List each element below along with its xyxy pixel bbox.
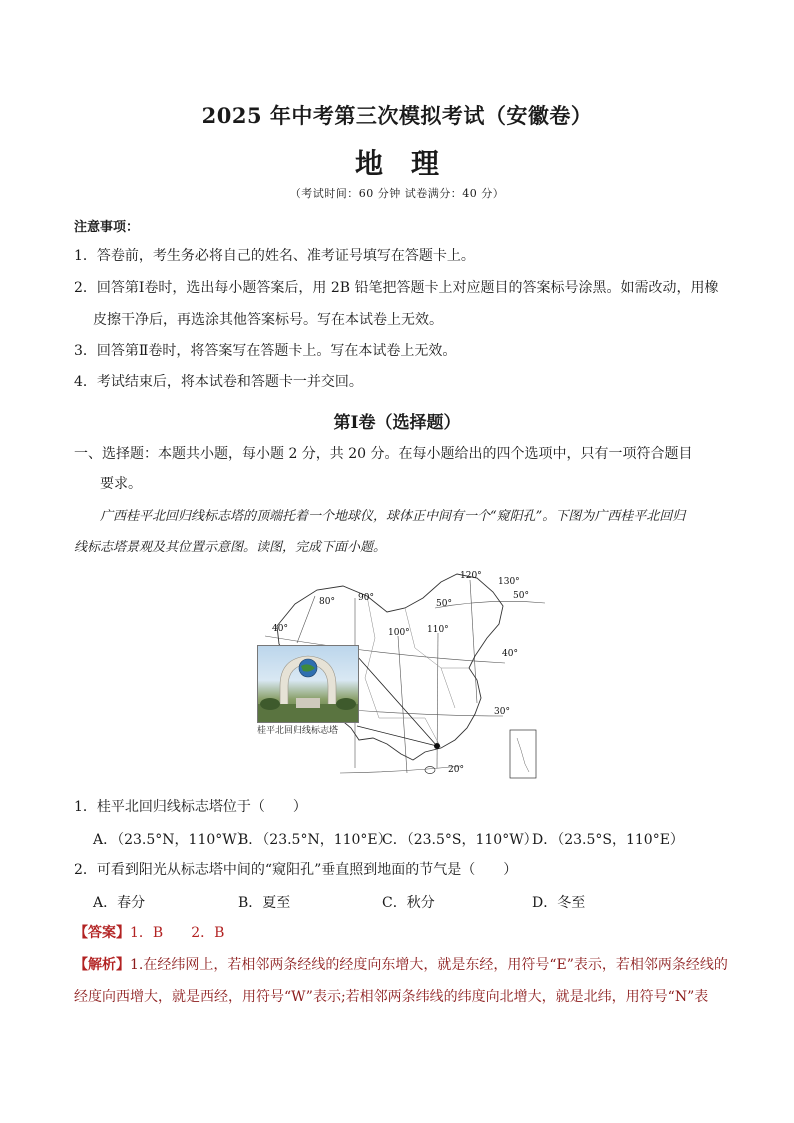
notice-item-3: 3．回答第Ⅱ卷时，将答案写在答题卡上。写在本试卷上无效。	[74, 343, 457, 359]
photo-caption: 桂平北回归线标志塔	[257, 726, 339, 736]
question-2-option-c: C．秋分	[382, 895, 435, 911]
section-title: 第Ⅰ卷（选择题）	[333, 413, 461, 433]
lon-label-50-right: 50°	[513, 591, 529, 601]
lat-label-20: 20°	[448, 765, 464, 775]
question-1-option-d: D．（23.5°S，110°E）	[532, 832, 684, 848]
lon-label-80: 80°	[319, 597, 335, 607]
lat-label-40-right: 40°	[502, 649, 518, 659]
south-china-sea-inset	[510, 730, 536, 778]
analysis-line-2: 经度向西增大，就是西经，用符号“W”表示;若相邻两条纬线的纬度向北增大，就是北纬，用符号“N”表	[74, 989, 709, 1005]
lon-label-90: 90°	[358, 593, 374, 603]
lon-label-120: 120°	[460, 571, 482, 581]
analysis-row	[74, 955, 728, 975]
lon-label-130: 130°	[498, 577, 520, 587]
question-1-option-b: B．（23.5°N，110°E）	[238, 832, 392, 848]
answer-value: 1．B 2．B	[130, 925, 225, 941]
question-2-option-d: D．冬至	[532, 895, 586, 911]
question-1-option-a: A．（23.5°N，110°W）	[93, 832, 251, 848]
meridian-120	[470, 580, 477, 703]
hainan-island	[425, 767, 435, 774]
lon-label-110: 110°	[427, 625, 449, 635]
section-instruction: 一、选择题：本题共小题，每小题 2 分，共 20 分。在每小题给出的四个选项中，只有一项符合题目	[74, 446, 693, 462]
question-1-option-c: C．（23.5°S，110°W）	[382, 832, 538, 848]
section-instruction-cont: 要求。	[100, 476, 142, 492]
lon-label-100: 100°	[388, 628, 410, 638]
question-1-stem: 1．桂平北回归线标志塔位于（ ）	[74, 799, 307, 815]
notice-item-1: 1．答卷前，考生务必将自己的姓名、准考证号填写在答题卡上。	[74, 248, 475, 264]
tower-location-marker	[434, 743, 440, 749]
tower-illustration	[258, 646, 358, 722]
answer-label: 【答案】	[74, 925, 130, 941]
subject-title: 地理	[354, 147, 467, 180]
notice-item-2: 2．回答第Ⅰ卷时，选出每小题答案后，用 2B 铅笔把答题卡上对应题目的答案标号涂黑。如需改动，用橡	[74, 280, 719, 296]
latitude-20-line	[340, 766, 460, 773]
notice-item-2-cont: 皮擦干净后，再选涂其他答案标号。写在本试卷上无效。	[93, 312, 443, 328]
passage-line-1: 广西桂平北回归线标志塔的顶端托着一个地球仪，球体正中间有一个“窥阳孔”。下图为广西桂平北回归	[100, 509, 686, 524]
lat-label-40-left: 40°	[272, 624, 288, 634]
notice-heading: 注意事项：	[74, 220, 140, 235]
notice-item-4: 4．考试结束后，将本试卷和答题卡一并交回。	[74, 374, 363, 390]
passage-line-2: 线标志塔景观及其位置示意图。读图，完成下面小题。	[74, 540, 387, 555]
answer-row	[74, 923, 224, 943]
time-note: （考试时间：60 分钟 试卷满分：40 分）	[289, 187, 505, 200]
analysis-label: 【解析】	[74, 957, 130, 973]
pointer-line-bottom	[357, 726, 437, 746]
question-2-stem: 2．可看到阳光从标志塔中间的“窥阳孔”垂直照到地面的节气是（ ）	[74, 862, 518, 878]
exam-title: 2025 年中考第三次模拟考试（安徽卷）	[201, 103, 593, 128]
pointer-line-top	[357, 656, 437, 746]
lat-label-30: 30°	[494, 707, 510, 717]
question-2-option-a: A．春分	[93, 895, 146, 911]
analysis-line-1: 1.在经纬网上，若相邻两条经线的经度向东增大，就是东经，用符号“E”表示，若相邻两条经线的	[130, 957, 728, 973]
meridian-80	[297, 596, 315, 643]
tower-photo	[257, 645, 359, 723]
question-2-option-b: B．夏至	[238, 895, 291, 911]
lon-label-50-left: 50°	[436, 599, 452, 609]
